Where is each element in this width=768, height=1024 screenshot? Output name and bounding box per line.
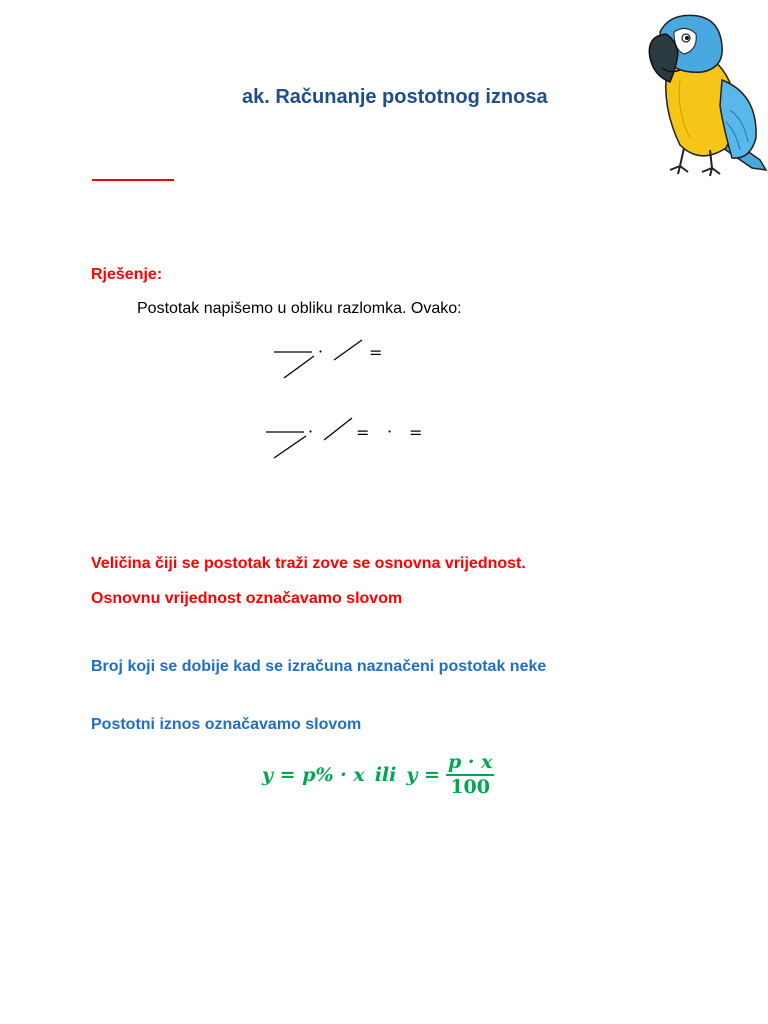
multiply-dot: · [318, 342, 324, 361]
page-title: ak. Računanje postotnog iznosa [242, 86, 548, 108]
percent-amount-symbol-text: Postotni iznos označavamo slovom [91, 716, 362, 733]
fraction-slash [334, 340, 362, 360]
parrot-icon [640, 10, 768, 180]
fraction-slash [324, 418, 352, 440]
formula-fraction [446, 752, 494, 798]
multiply-dot: · [387, 422, 393, 441]
equals-sign: = [409, 423, 423, 442]
fraction-slash [284, 356, 314, 378]
solution-intro: Postotak napišemo u obliku razlomka. Ovako: [137, 300, 462, 317]
percent-amount-definition: Broj koji se dobije kad se izračuna naznačeni postotak neke [91, 658, 547, 675]
solution-label: Rješenje: [91, 266, 163, 283]
formula-right-lhs: y = [406, 763, 440, 786]
percent-formula [262, 752, 494, 798]
equals-sign: = [369, 343, 383, 362]
equals-sign: = [356, 423, 370, 442]
formula-denominator: 100 [450, 775, 490, 798]
base-value-symbol-text: Osnovnu vrijednost označavamo slovom [91, 590, 403, 607]
answer-blank-line [92, 179, 174, 181]
formula-connector: ili [374, 763, 397, 786]
multiply-dot: · [308, 422, 314, 441]
formula-left: y = p% · x [262, 763, 365, 786]
formula-numerator: p · x [446, 752, 494, 776]
base-value-definition: Veličina čiji se postotak traži zove se osnovna vrijednost. [91, 555, 526, 572]
fraction-slash [274, 436, 306, 458]
